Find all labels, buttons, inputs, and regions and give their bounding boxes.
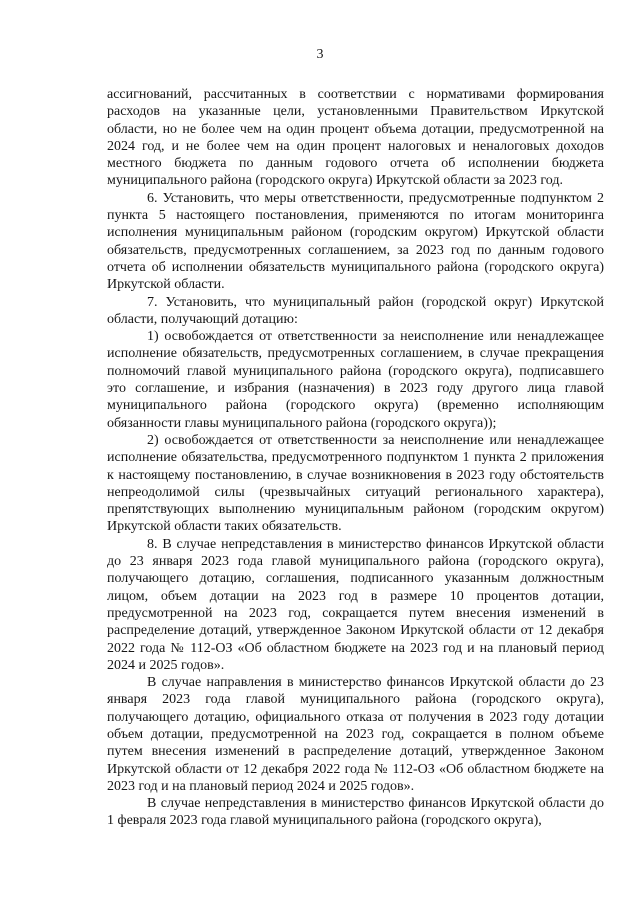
document-body — [107, 86, 604, 830]
paragraph-item-7-1: 1) освобождается от ответственности за неисполнение или ненадлежащее исполнение обязательств, предусмотренных соглашением, в случае прекращения полномочий главой муниципального района (городского округа), подписавшего это соглашение, и избрания (назначения) в 2023 году другого лица главой муниципального района (городского округа) (временно исполняющим обязанности главы муниципального района (городского округа)); — [107, 329, 604, 431]
paragraph-refusal-case: В случае направления в министерство финансов Иркутской области до 23 января 2023 года главой муниципального района (городского округа), получающего дотацию, официального отказа от получения в 2023 году дотации объем дотации, предусмотренной на 2023 год, сокращается в полном объеме путем внесения изменений в распределение дотаций, утвержденное Законом Иркутской области от 12 декабря 2022 года № 112-ОЗ «Об областном бюджете на 2023 год и на плановый период 2024 и 2025 годов». — [107, 675, 604, 794]
paragraph-item-8: 8. В случае непредставления в министерство финансов Иркутской области до 23 января 2023 года главой муниципального района (городского округа), получающего дотацию, соглашения, подписанного указанным должностным лицом, объем дотации на 2023 год в размере 10 процентов дотации, предусмотренной на 2023 год, сокращается путем внесения изменений в распределение дотаций, утвержденное Законом Иркутской области от 12 декабря 2022 года № 112-ОЗ «Об областном бюджете на 2023 год и на плановый период 2024 и 2025 годов». — [107, 536, 604, 673]
paragraph-item-7-2: 2) освобождается от ответственности за неисполнение или ненадлежащее исполнение обязательства, предусмотренного подпунктом 1 пункта 2 приложения к настоящему постановлению, в случае возникновения в 2023 году обстоятельств непреодолимой силы (чрезвычайных ситуаций регионального характера), препятствующих выполнению муниципальным районом (городским округом) Иркутской области таких обязательств. — [107, 432, 604, 535]
paragraph-continuation: ассигнований, рассчитанных в соответствии с нормативами формирования расходов на указанные цели, установленными Правительством Иркутской области, но не более чем на один процент объема дотации, предусмотренной на 2024 год, и не более чем на один процент налоговых и неналоговых доходов местного бюджета по данным годового отчета об исполнении бюджета муниципального района (городского округа) Иркутской области за 2023 год. — [107, 87, 604, 189]
paragraph-item-7: 7. Установить, что муниципальный район (городской округ) Иркутской области, получающий дотацию: — [107, 294, 604, 327]
paragraph-item-6: 6. Установить, что меры ответственности, предусмотренные подпунктом 2 пункта 5 настоящего постановления, применяются по итогам мониторинга исполнения муниципальным районом (городским округом) Иркутской области обязательств, предусмотренных соглашением, за 2023 год по данным годового отчета об исполнении обязательств муниципального района (городского округа) Иркутской области. — [107, 190, 604, 293]
page-number: 3 — [316, 47, 324, 62]
paragraph-non-submission-case: В случае непредставления в министерство финансов Иркутской области до 1 февраля 2023 года главой муниципального района (городского округа), — [107, 796, 604, 829]
